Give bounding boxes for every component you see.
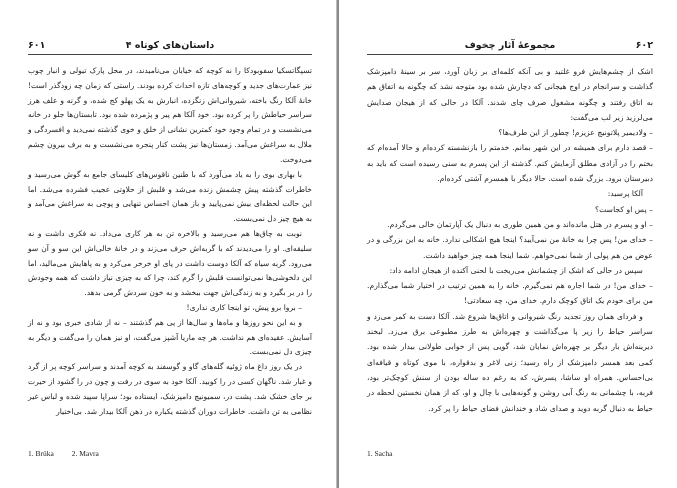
paragraph: – بروا برو پیش، تو اینجا کاری نداری!	[186, 303, 302, 312]
left-page	[0, 0, 337, 488]
right-page-body	[367, 64, 653, 416]
left-page-number: ۶۰۱	[28, 40, 46, 51]
paragraph: با بهاری بوی را به یاد می‌آورد که با طنین ناقوس‌های کلیسای جامع به گوش می‌رسید و خاطرات گذشته پیش چشمش زنده می‌شد و قلبش از حلاوتی عجیب فشرده می‌شد. اما این حالت لحظه‌ای بیش نمی‌پایید و باز همان احساس تنهایی و پوچی به سراغش می‌آمد و به هیچ چیز دل نمی‌بست.	[28, 169, 312, 224]
right-page-footnotes	[367, 449, 653, 458]
left-page-header	[28, 40, 312, 55]
left-page-running-title: داستان‌های کوتاه ۴	[125, 40, 215, 51]
paragraph: – پس او کجاست؟	[595, 204, 653, 214]
right-page-header	[367, 40, 653, 55]
paragraph: نوبت به چاق‌ها هم می‌رسید و بالاخره تن به هر کاری می‌داد. نه فکری داشت و نه سلیقه‌ای. او را می‌دیدند که با گربه‌اش حرف می‌زند و در خانهٔ خالی‌اش این سو و آن سو می‌رود. گربه سیاه که آلکا دوست داشت در پای او خرخر می‌کرد و به پاهایش می‌مالید، اما این دلخوشی‌ها نمی‌توانست قلبش را گرم کند، چرا که به چیزی نیاز داشت که همه وجودش را در بر بگیرد و به زندگی‌اش جهت ببخشد و به خون سردش گرمی بدهد.	[28, 228, 312, 298]
paragraph: آلکا پرسید:	[607, 189, 643, 199]
right-page	[339, 0, 677, 488]
footnote: 1. Sacha	[367, 449, 393, 458]
right-page-running-title: مجموعهٔ آثار چخوف	[464, 40, 556, 51]
paragraph: تسپگاتسکیا سفوبودکا را نه کوچه که خیابان می‌نامیدند، در محل پارک تیولی و انبار چوب نیز عمارت‌های جدید و کوچه‌های تازه احداث کرده بودند. راستی که زمان چه زودگذر است! خانهٔ آلکا رنگ باخته، شیروانی‌اش زنگزده، انبارش به یک پهلو کج شده، و گرته و علف هرز سراسر حیاطش را پر کرده بود. خود آلکا هم پیر و پژمرده شده بود. تابستان‌ها جلو در خانه می‌نشست و در تمام وجود خود کمترین نشانی از خلق و خوی گذشته نمی‌دید و افسردگی و ملال به سراغش می‌آمد. زمستان‌ها نیز پشت کنار پنجره می‌نشست و به برف بیرون چشم می‌دوخت.	[28, 66, 312, 164]
paragraph: اشک از چشم‌هایش فرو غلتید و بی آنکه کلمه‌ای بر زبان آورد، سر بر سینهٔ دامپزشک گذاشت و سرانجام در اوج هیجانی که دچارش شده بود متوجه نشد که چگونه به اتفاق هم به اتاق رفتند و چگونه مشغول صرف چای شدند. آلکا در حالی که از هیجان صدایش می‌لرزید زیر لب می‌گفت:	[367, 67, 653, 122]
paragraph: و فردای همان روز تجدید رنگ شیروانی و اتاق‌ها شروع شد. آلکا دست به کمر می‌زد و سراسر حیاط را زیر پا می‌گذاشت و چهره‌اش به طرز مطبوعی برق می‌زد. لبخند دیرینه‌اش بار دیگر بر چهره‌اش نمایان شد، گویی پس از خوابی طولانی بیدار شده بود. کمی بعد همسر دامپزشک از راه رسید؛ زنی لاغر و بدقواره، با موی کوتاه و قیافه‌ای بی‌احساس. همراه او ساشا، پسرش، که به رغم ده ساله بودن از سنش کوچک‌تر بود، فربه، با چشمانی به رنگ آبی روشن و گونه‌هایی با چال و او، که از همان نخستین لحظه در حیاط به دنبال گربه دوید و صدای شاد و خندانش فضای حیاط را پر کرد.	[367, 311, 653, 413]
paragraph: در یک روز داغ ماه ژوئیه گله‌های گاو و گوسفند به کوچه آمدند و سراسر کوچه پر از گرد و غبار شد. ناگهان کسی در را کوبید. آلکا خود به سوی در رفت و چون در را گشود از حیرت بر جای خشک شد. پشت در، سمیونیچ دامپزشک، ایستاده بود؛ سراپا سپید شده و لباس غیر نظامی به تن داشت. خاطرات دوران گذشته یکباره در ذهن آلکا بیدار شد. بی‌اختیار	[28, 362, 312, 416]
footnote: 2. Mavra	[71, 449, 99, 458]
paragraph: – او و پسرم در هتل مانده‌اند و من همین طوری به دنبال یک آپارتمان خالی می‌گردم.	[387, 219, 653, 229]
left-page-footnotes	[28, 449, 312, 458]
paragraph: – خدای من! در شما اجاره هم نمی‌گیرم. خانه را به همین ترتیب در اختیار شما می‌گذارم. من برای خودم یک اتاق کوچک دارم. خدای من، چه سعادتی!	[367, 281, 653, 306]
footnote: 1. Brüka	[28, 449, 54, 458]
paragraph: – قصد دارم برای همیشه در این شهر بمانم. خدمتم را بازنشسته کرده‌ام و حالا آمده‌ام که بختم را در آزادی مطلق آزمایش کنم. گذشته از این پسرم به سنی رسیده است که باید به دبیرستان برود. بزرگ شده است. حالا دیگر با همسرم آشتی کرده‌ام.	[367, 143, 653, 184]
paragraph: سپس در حالی که اشک از چشمانش می‌ریخت با لحنی آکنده از هیجان ادامه داد:	[389, 265, 643, 275]
paragraph: – ولادیمیر پلاتونیچ عزیزم! چطور از این طرف‌ها؟	[498, 128, 653, 138]
paragraph: – خدای من! پس چرا به خانهٔ من نمی‌آیید؟ اینجا هیچ اشکالی ندارد. خانه به این بزرگی و در عوض من هم پولی از شما نمی‌خواهم. شما اینجا همه چیز خواهید داشت.	[367, 235, 653, 260]
paragraph: و به این نحو روزها و ماه‌ها و سال‌ها از پی هم گذشتند – نه از شادی خبری بود و نه از آسایش. عقیده‌ای هم نداشت. هر چه ماریا آشپز می‌گفت، او نیز همان را می‌گفت و دیگر به چیزی دل نمی‌بست.	[28, 317, 312, 357]
right-page-number: ۶۰۲	[635, 40, 653, 51]
left-page-body	[28, 64, 312, 420]
